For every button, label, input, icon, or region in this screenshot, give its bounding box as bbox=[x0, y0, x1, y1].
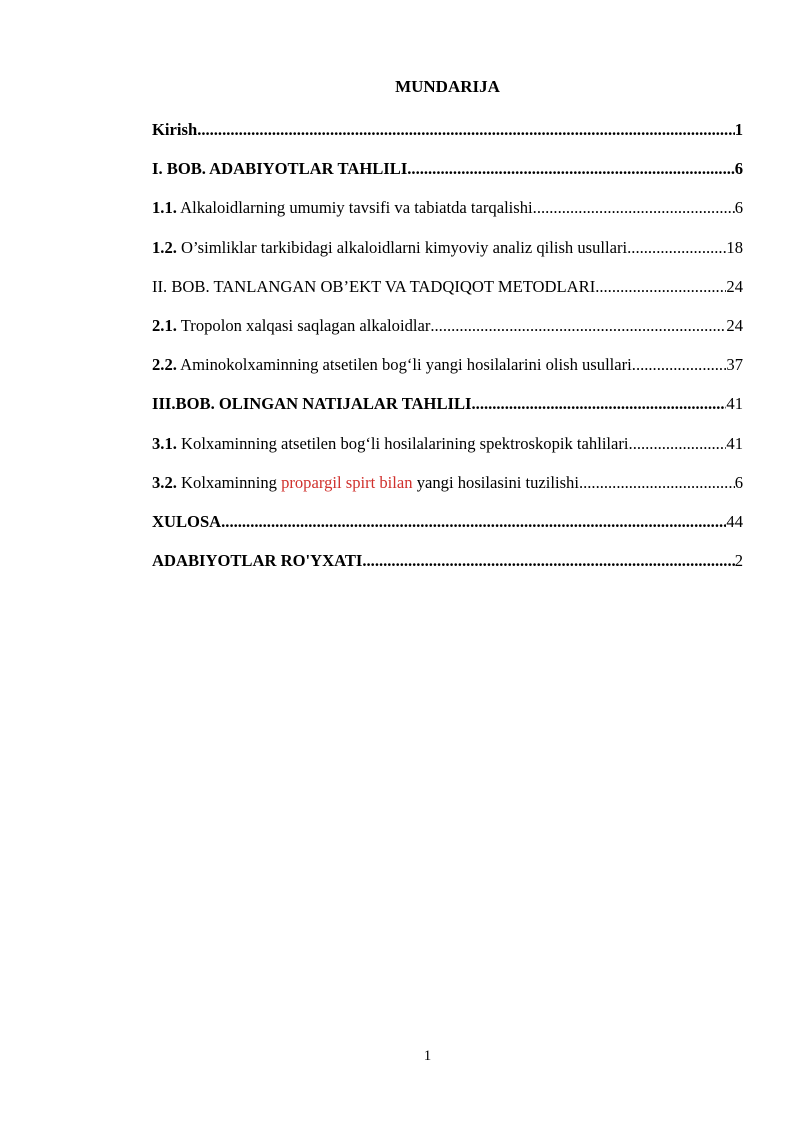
toc-entry[interactable] bbox=[152, 198, 743, 237]
toc-entry-page: 24 bbox=[726, 315, 743, 335]
dot-leader bbox=[221, 512, 726, 532]
toc-entry-highlight: propargil spirt bilan bbox=[281, 472, 413, 492]
toc-entry-number: 1.2. bbox=[152, 237, 177, 257]
dot-leader bbox=[632, 355, 727, 375]
toc-entry[interactable] bbox=[152, 551, 743, 590]
toc-entry-page: 18 bbox=[726, 237, 743, 257]
toc-entry-text: I. BOB. ADABIYOTLAR TAHLILI bbox=[152, 159, 408, 179]
toc-entry-text: Kolxaminning bbox=[176, 472, 282, 492]
toc-entry-text: Kirish bbox=[152, 120, 198, 139]
toc-entry-title bbox=[152, 238, 627, 258]
toc-entry-text: Kolxaminning atsetilen bog‘li hosilalarining spektroskopik tahlilari bbox=[176, 433, 629, 453]
toc-entry-title bbox=[152, 434, 629, 454]
toc-entry-title bbox=[152, 512, 221, 532]
toc-entry-text: Tropolon xalqasi saqlagan alkaloidlar bbox=[176, 315, 431, 335]
toc-entry[interactable] bbox=[152, 355, 743, 394]
toc-entry-text: Aminokolxaminning atsetilen bog‘li yangi hosilalarini olish usullari bbox=[176, 355, 632, 375]
dot-leader bbox=[197, 120, 735, 140]
toc-entry-page: 6 bbox=[734, 472, 743, 492]
toc-entry-page: 6 bbox=[734, 159, 743, 179]
toc-entry[interactable] bbox=[152, 159, 743, 198]
dot-leader bbox=[362, 551, 734, 571]
toc-entry-page: 1 bbox=[734, 120, 743, 139]
dot-leader bbox=[407, 159, 734, 179]
toc-entry-title bbox=[152, 198, 533, 218]
toc-entry-page: 37 bbox=[726, 355, 743, 375]
table-of-contents bbox=[152, 120, 743, 590]
toc-entry-text: O’simliklar tarkibidagi alkaloidlarni kimyoviy analiz qilish usullari bbox=[176, 237, 628, 257]
toc-entry-title bbox=[152, 355, 632, 375]
toc-entry-title bbox=[152, 277, 595, 297]
dot-leader bbox=[430, 316, 726, 336]
toc-entry-number: 3.1. bbox=[152, 433, 177, 453]
toc-entry-page: 2 bbox=[734, 551, 743, 571]
toc-entry-title bbox=[152, 120, 197, 140]
dot-leader bbox=[629, 434, 727, 454]
toc-entry[interactable] bbox=[152, 512, 743, 551]
toc-entry-text: III.BOB. OLINGAN NATIJALAR TAHLILI bbox=[152, 394, 472, 414]
toc-entry[interactable] bbox=[152, 238, 743, 277]
toc-entry-text: XULOSA bbox=[152, 511, 222, 531]
toc-entry-title bbox=[152, 316, 430, 336]
toc-entry-title bbox=[152, 473, 579, 493]
dot-leader bbox=[595, 277, 726, 297]
toc-entry-text: ADABIYOTLAR RO'YXATI bbox=[152, 551, 363, 571]
toc-entry-text: Alkaloidlarning umumiy tavsifi va tabiatda tarqalishi bbox=[176, 198, 533, 218]
toc-entry-page: 41 bbox=[726, 394, 743, 414]
toc-entry-number: 2.2. bbox=[152, 355, 177, 375]
toc-entry[interactable] bbox=[152, 120, 743, 159]
toc-entry[interactable] bbox=[152, 277, 743, 316]
page-title: MUNDARIJA bbox=[395, 77, 500, 96]
toc-entry-number: 1.1. bbox=[152, 198, 177, 218]
page-number: 1 bbox=[423, 1048, 432, 1064]
toc-entry[interactable] bbox=[152, 434, 743, 473]
toc-entry-title bbox=[152, 551, 362, 571]
toc-entry-page: 6 bbox=[734, 198, 743, 218]
toc-entry-text-tail: yangi hosilasini tuzilishi bbox=[412, 472, 579, 492]
toc-entry-page: 44 bbox=[726, 511, 743, 531]
dot-leader bbox=[627, 238, 726, 258]
toc-entry-page: 24 bbox=[726, 276, 743, 296]
toc-entry[interactable] bbox=[152, 394, 743, 433]
toc-entry-title bbox=[152, 394, 472, 414]
toc-entry-title bbox=[152, 159, 407, 179]
dot-leader bbox=[533, 198, 735, 218]
dot-leader bbox=[579, 473, 735, 493]
toc-entry-text: II. BOB. TANLANGAN OB’EKT VA TADQIQOT METODLARI bbox=[152, 276, 596, 296]
toc-entry-page: 41 bbox=[726, 433, 743, 453]
toc-entry-number: 2.1. bbox=[152, 315, 177, 335]
toc-entry-number: 3.2. bbox=[152, 472, 177, 492]
toc-entry[interactable] bbox=[152, 473, 743, 512]
toc-entry[interactable] bbox=[152, 316, 743, 355]
dot-leader bbox=[472, 394, 727, 414]
